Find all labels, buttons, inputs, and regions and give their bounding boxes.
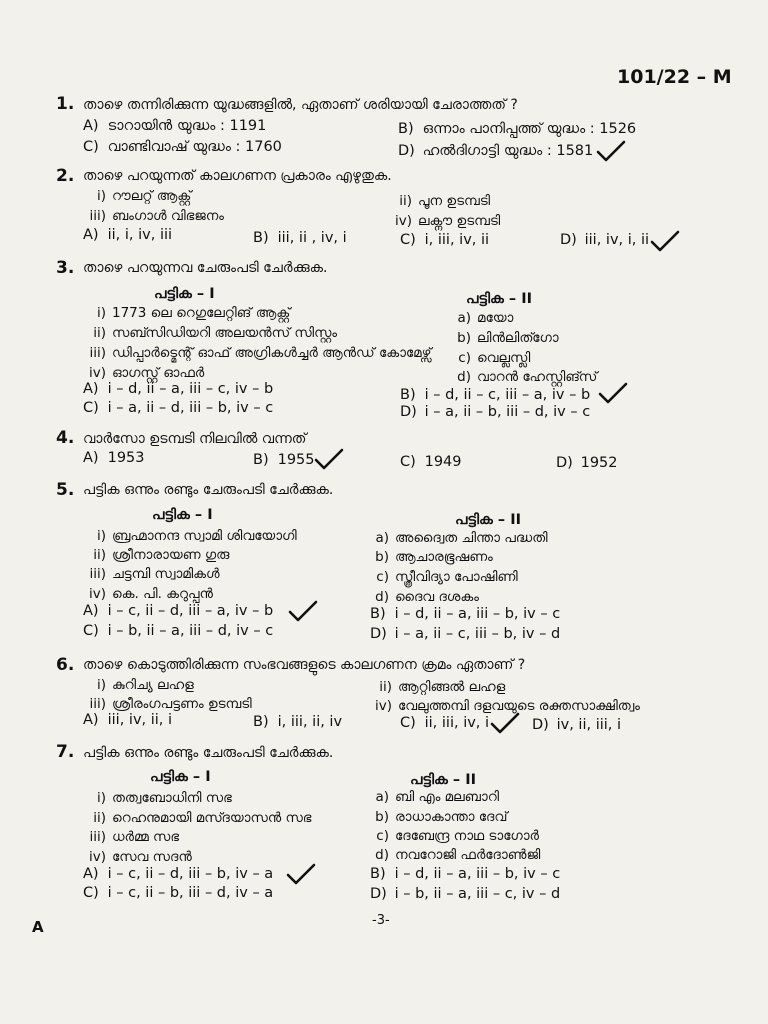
list-item: a) ബി എം മലബാറി [375, 789, 500, 805]
option-d: D) iv, ii, iii, i [532, 717, 622, 733]
option-d: D) iii, iv, i, ii [560, 232, 650, 248]
list-item: iv) ലക്നൗ ഉടമ്പടി [394, 213, 501, 229]
list-item: ii) ശ്രീനാരായണ ഗുരു [93, 547, 230, 563]
list-item: a) മയോ [457, 310, 514, 326]
column-heading: പട്ടിക – II [455, 512, 522, 528]
list-item: c) വെല്ലസ്ലി [458, 350, 531, 366]
question-number: 2. [56, 166, 75, 186]
list-item: iii) ധർമ്മ സഭ [89, 829, 180, 845]
option-b: B) ഒന്നാം പാനിപ്പത്ത് യുദ്ധം : 1526 [398, 121, 637, 137]
option-d: D) i – b, ii – a, iii – c, iv – d [370, 886, 561, 902]
question-number: 3. [56, 258, 75, 278]
list-item: c) ദേബേന്ദ്ര നാഥ ടാഗോർ [376, 828, 540, 844]
question-stem: വാർസോ ഉടമ്പടി നിലവിൽ വന്നത് [83, 431, 307, 447]
list-item: d) ദൈവ ദശകം [375, 589, 479, 605]
question-number: 7. [56, 742, 75, 762]
page-number: -3- [372, 913, 390, 928]
list-item: i) 1773 ലെ റെഗുലേറ്റിങ് ആക്റ്റ് [96, 305, 291, 321]
list-item: ii) സബ്സിഡിയറി അലയൻസ് സിസ്റ്റം [93, 325, 338, 341]
list-item: ii) റെഹനുമായി മസ്ദയാസൻ സഭ [93, 810, 312, 826]
check-mark-icon [314, 448, 344, 470]
option-c: C) i, iii, iv, ii [400, 232, 490, 248]
list-item: i) റൗലറ്റ് ആക്റ്റ് [96, 188, 192, 204]
option-a: A) ടാറായിൻ യുദ്ധം : 1191 [83, 118, 267, 134]
option-c: C) വാണ്ടിവാഷ് യുദ്ധം : 1760 [83, 139, 282, 155]
option-c: C) i – c, ii – b, iii – d, iv – a [83, 885, 274, 901]
question-number: 1. [56, 94, 75, 114]
question-stem: താഴെ പറയുന്നത് കാലഗണന പ്രകാരം എഴുതുക. [83, 168, 392, 184]
question-number: 4. [56, 428, 75, 448]
question-stem: പട്ടിക ഒന്നും രണ്ടും ചേരുംപടി ചേർക്കുക. [83, 482, 334, 498]
option-a: A) iii, iv, ii, i [83, 712, 173, 728]
list-item: ii) ആറ്റിങ്ങൽ ലഹള [379, 679, 506, 695]
paper-code: 101/22 – M [617, 66, 732, 88]
list-item: iv) ഓഗസ്റ്റ് ഓഫർ [88, 365, 205, 381]
question-stem: താഴെ കൊടുത്തിരിക്കുന്ന സംഭവങ്ങളുടെ കാലഗണന ക്രമം ഏതാണ് ? [83, 657, 526, 673]
question-number: 5. [56, 480, 75, 500]
option-c: C) ii, iii, iv, i [400, 715, 490, 731]
check-mark-icon [650, 230, 680, 252]
check-mark-icon [596, 140, 626, 162]
list-item: iv) സേവ സദൻ [88, 849, 192, 865]
check-mark-icon [288, 600, 318, 622]
list-item: c) സ്ത്രീവിദ്യാ പോഷിണി [376, 569, 518, 585]
list-item: b) ലിൻലിത്ഗോ [457, 330, 559, 346]
column-heading: പട്ടിക – II [466, 291, 533, 307]
option-b: B) 1955 [253, 452, 315, 468]
option-a: A) i – d, ii – a, iii – c, iv – b [83, 381, 274, 397]
option-d: D) 1952 [556, 455, 618, 471]
option-c: C) i – a, ii – d, iii – b, iv – c [83, 400, 274, 416]
option-c: C) i – b, ii – a, iii – d, iv – c [83, 623, 274, 639]
question-stem: പട്ടിക ഒന്നും രണ്ടും ചേരുംപടി ചേർക്കുക. [83, 745, 334, 761]
series-code: A [32, 918, 44, 936]
column-heading: പട്ടിക – I [150, 769, 211, 785]
list-item: b) രാധാകാന്താ ദേവ് [375, 809, 508, 825]
question-number: 6. [56, 655, 75, 675]
option-b: B) iii, ii , iv, i [253, 230, 347, 246]
list-item: iv) കെ. പി. കറുപ്പൻ [88, 586, 213, 602]
check-mark-icon [598, 382, 628, 404]
option-d: D) ഹൽദിഗാട്ടി യുദ്ധം : 1581 [398, 143, 594, 159]
list-item: iii) ബംഗാൾ വിഭജനം [89, 208, 224, 224]
list-item: ii) പൂന ഉടമ്പടി [399, 193, 491, 209]
list-item: iii) ഡിപ്പാർട്മെന്റ് ഓഫ് അഗ്രികൾച്ചർ ആൻഡ് കോമേഴ്സ് [89, 345, 432, 361]
list-item: b) ആചാരഭൂഷണം [375, 549, 493, 565]
column-heading: പട്ടിക – II [410, 772, 477, 788]
option-b: B) i – d, ii – c, iii – a, iv – b [400, 387, 591, 403]
list-item: a) അദ്വൈത ചിന്താ പദ്ധതി [375, 530, 548, 546]
list-item: iv) വേലുത്തമ്പി ദളവയുടെ രക്തസാക്ഷിത്വം [374, 698, 640, 714]
option-d: D) i – a, ii – b, iii – d, iv – c [400, 404, 591, 420]
list-item: d) നവറോജി ഫർദോൺജി [375, 847, 541, 863]
check-mark-icon [490, 712, 520, 734]
option-b: B) i – d, ii – a, iii – b, iv – c [370, 866, 561, 882]
option-a: A) 1953 [83, 450, 145, 466]
check-mark-icon [286, 863, 316, 885]
option-b: B) i – d, ii – a, iii – b, iv – c [370, 606, 561, 622]
list-item: iii) ശ്രീരംഗപട്ടണം ഉടമ്പടി [89, 696, 252, 712]
option-a: A) ii, i, iv, iii [83, 227, 173, 243]
column-heading: പട്ടിക – I [152, 507, 213, 523]
option-b: B) i, iii, ii, iv [253, 714, 343, 730]
question-stem: താഴെ പറയുന്നവ ചേരുംപടി ചേർക്കുക. [83, 260, 328, 276]
option-a: A) i – c, ii – d, iii – a, iv – b [83, 603, 274, 619]
question-stem: താഴെ തന്നിരിക്കുന്ന യുദ്ധങ്ങളിൽ, ഏതാണ് ശരിയായി ചേരാത്തത് ? [83, 97, 518, 113]
list-item: i) കുറിച്യ ലഹള [96, 677, 194, 693]
list-item: i) ബ്രഹ്മാനന്ദ സ്വാമി ശിവയോഗി [96, 528, 297, 544]
option-a: A) i – c, ii – d, iii – b, iv – a [83, 866, 274, 882]
list-item: d) വാറൻ ഹേസ്റ്റിങ്സ് [457, 369, 598, 385]
list-item: i) തത്വബോധിനി സഭ [96, 790, 232, 806]
option-d: D) i – a, ii – c, iii – b, iv – d [370, 626, 561, 642]
option-c: C) 1949 [400, 454, 462, 470]
list-item: iii) ചട്ടമ്പി സ്വാമികൾ [89, 566, 220, 582]
column-heading: പട്ടിക – I [154, 286, 215, 302]
